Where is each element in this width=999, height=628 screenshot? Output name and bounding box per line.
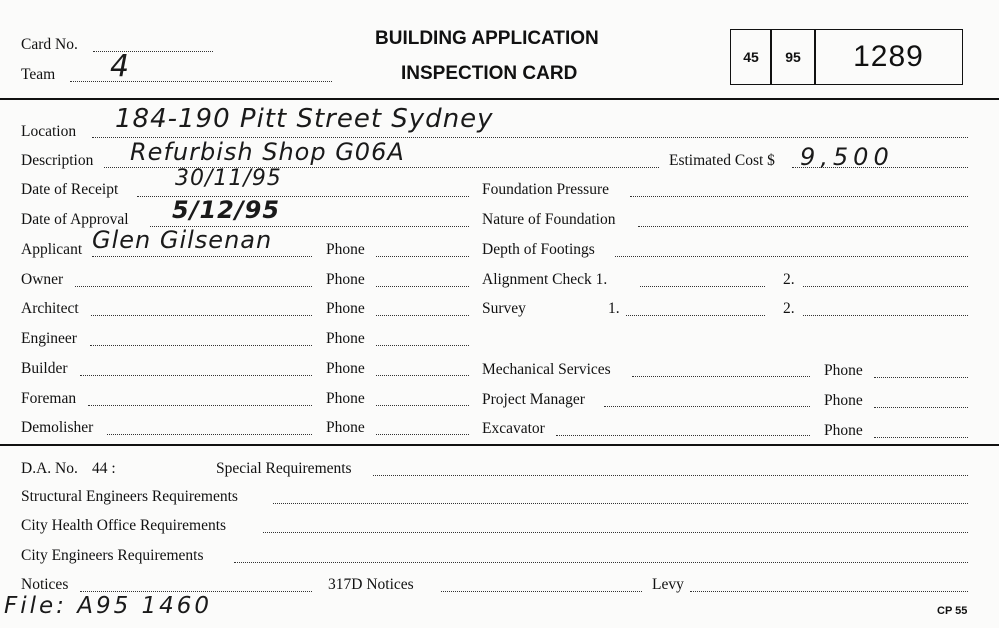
survey-2-line	[803, 315, 968, 316]
architect-phone-label: Phone	[326, 300, 365, 317]
header-divider	[0, 98, 999, 100]
builder-phone-label: Phone	[326, 360, 365, 377]
foreman-phone-line	[376, 405, 469, 406]
mechanical-services-line	[632, 376, 810, 377]
form-title-line1: BUILDING APPLICATION	[375, 28, 599, 49]
ref-box-b: 95	[770, 29, 816, 85]
engineer-line	[90, 345, 312, 346]
owner-line	[75, 286, 312, 287]
owner-label: Owner	[21, 271, 64, 288]
special-requirements-line	[373, 475, 968, 476]
notices-317d-label: 317D Notices	[328, 576, 414, 593]
nature-of-foundation-label: Nature of Foundation	[482, 211, 616, 228]
levy-line	[690, 591, 968, 592]
architect-phone-line	[376, 315, 469, 316]
alignment-check-2-label: 2.	[783, 271, 795, 288]
card-number: 1289	[814, 29, 963, 85]
location-label: Location	[21, 123, 77, 140]
applicant-value: Glen Gilsenan	[92, 226, 273, 254]
da-no-label: D.A. No.	[21, 460, 78, 477]
engineers-requirements-line	[234, 562, 968, 563]
team-value: 4	[110, 49, 131, 84]
file-reference: File: A95 1460	[4, 593, 213, 619]
card-no-label: Card No.	[21, 36, 78, 53]
engineer-phone-label: Phone	[326, 330, 365, 347]
owner-phone-line	[376, 286, 469, 287]
notices-317d-line	[441, 591, 642, 592]
demolisher-phone-line	[376, 434, 469, 435]
date-of-approval-value: 5/12/95	[172, 196, 281, 224]
form-title-line2: INSPECTION CARD	[401, 63, 578, 84]
project-manager-line	[604, 406, 810, 407]
applicant-label: Applicant	[21, 241, 83, 258]
architect-line	[91, 315, 312, 316]
team-label: Team	[21, 66, 56, 83]
owner-phone-label: Phone	[326, 271, 365, 288]
location-value: 184-190 Pitt Street Sydney	[115, 104, 494, 134]
foreman-phone-label: Phone	[326, 390, 365, 407]
alignment-check-1-line	[640, 286, 765, 287]
notices-label: Notices	[21, 576, 69, 593]
date-of-receipt-value: 30/11/95	[175, 166, 282, 191]
applicant-line	[92, 256, 312, 257]
health-requirements-label: City Health Office Requirements	[21, 517, 227, 534]
alignment-check-2-line	[803, 286, 968, 287]
mechanical-services-label: Mechanical Services	[482, 361, 611, 378]
foreman-label: Foreman	[21, 390, 77, 407]
architect-label: Architect	[21, 300, 79, 317]
engineers-requirements-label: City Engineers Requirements	[21, 547, 204, 564]
applicant-phone-label: Phone	[326, 241, 365, 258]
mechanical-services-phone-label: Phone	[824, 362, 863, 379]
ref-box-a: 45	[730, 29, 772, 85]
demolisher-line	[107, 434, 312, 435]
health-requirements-line	[263, 532, 968, 533]
form-code: CP 55	[937, 605, 968, 617]
date-of-receipt-label: Date of Receipt	[21, 181, 119, 198]
mechanical-services-phone-line	[874, 377, 968, 378]
nature-of-foundation-line	[638, 226, 968, 227]
special-requirements-label: Special Requirements	[216, 460, 352, 477]
project-manager-phone-label: Phone	[824, 392, 863, 409]
description-label: Description	[21, 152, 94, 169]
depth-of-footings-label: Depth of Footings	[482, 241, 595, 258]
notices-line	[80, 591, 312, 592]
excavator-line	[556, 435, 810, 436]
alignment-check-label: Alignment Check 1.	[482, 271, 608, 288]
levy-label: Levy	[652, 576, 684, 593]
engineer-label: Engineer	[21, 330, 77, 347]
builder-label: Builder	[21, 360, 68, 377]
demolisher-label: Demolisher	[21, 419, 94, 436]
excavator-phone-line	[874, 437, 968, 438]
survey-label: Survey	[482, 300, 526, 317]
estimated-cost-value: 9,500	[800, 143, 894, 171]
demolisher-phone-label: Phone	[326, 419, 365, 436]
depth-of-footings-line	[615, 256, 968, 257]
foundation-pressure-line	[630, 196, 968, 197]
applicant-phone-line	[376, 256, 469, 257]
da-no-value: 44 :	[92, 460, 116, 477]
survey-2-label: 2.	[783, 300, 795, 317]
survey-1-label: 1.	[608, 300, 620, 317]
engineer-phone-line	[376, 345, 469, 346]
builder-line	[80, 375, 312, 376]
builder-phone-line	[376, 375, 469, 376]
estimated-cost-label: Estimated Cost $	[669, 152, 775, 169]
foreman-line	[88, 405, 312, 406]
foundation-pressure-label: Foundation Pressure	[482, 181, 610, 198]
structural-requirements-line	[273, 503, 968, 504]
project-manager-label: Project Manager	[482, 391, 585, 408]
description-value: Refurbish Shop G06A	[130, 138, 405, 166]
survey-1-line	[626, 315, 765, 316]
requirements-divider	[0, 444, 999, 446]
excavator-label: Excavator	[482, 420, 545, 437]
structural-requirements-label: Structural Engineers Requirements	[21, 488, 238, 505]
project-manager-phone-line	[874, 407, 968, 408]
excavator-phone-label: Phone	[824, 422, 863, 439]
date-of-approval-label: Date of Approval	[21, 211, 129, 228]
